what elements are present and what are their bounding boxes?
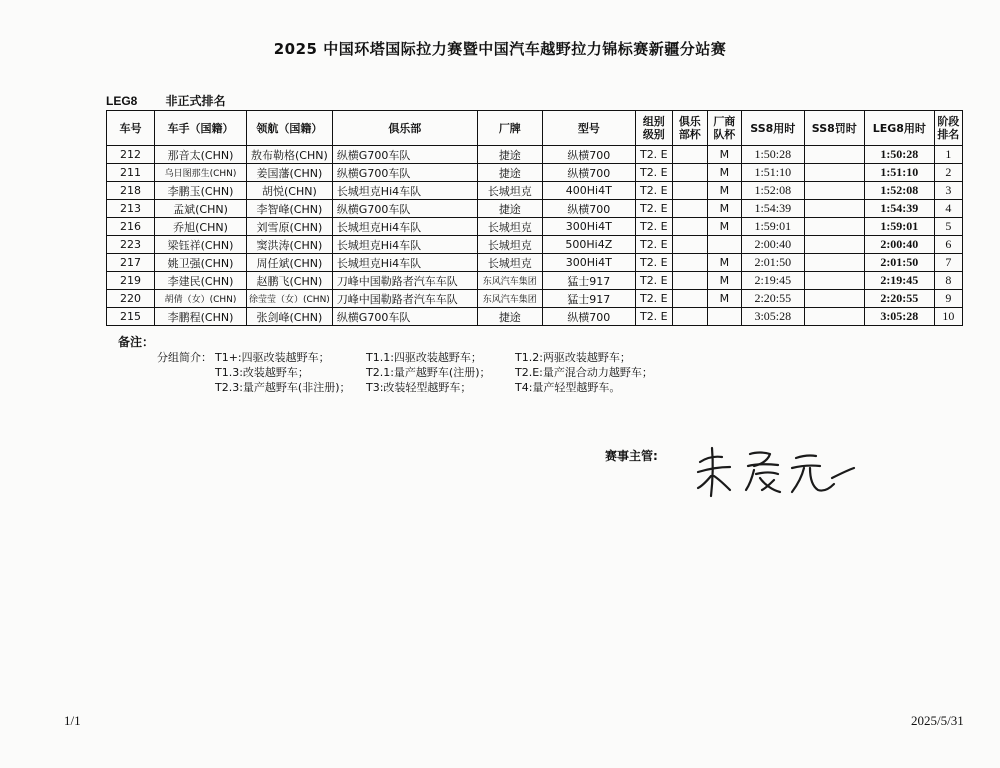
cell-leg8-time: 2:19:45	[864, 272, 934, 290]
cell-model: 300Hi4T	[542, 254, 635, 272]
cell-group: T2. E	[635, 146, 672, 164]
cell-ss8-penalty	[804, 272, 864, 290]
table-row	[107, 254, 963, 272]
cell-ss8-penalty	[804, 254, 864, 272]
cell-model: 纵横700	[542, 164, 635, 182]
cell-driver: 姚卫强(CHN)	[155, 254, 247, 272]
group-note-t2-1: T2.1:量产越野车(注册)；	[366, 366, 491, 379]
cell-no: 219	[107, 272, 155, 290]
cell-codriver: 赵鹏飞(CHN)	[247, 272, 333, 290]
table-row	[107, 290, 963, 308]
cell-club: 纵横G700车队	[332, 164, 477, 182]
group-note-t1-1: T1.1:四驱改装越野车；	[366, 351, 482, 364]
cell-rank: 9	[934, 290, 962, 308]
cell-model: 猛士917	[542, 290, 635, 308]
notes-title: 备注：	[118, 335, 155, 349]
cell-group: T2. E	[635, 236, 672, 254]
cell-no: 216	[107, 218, 155, 236]
cell-club: 纵横G700车队	[332, 308, 477, 326]
cell-group: T2. E	[635, 218, 672, 236]
cell-brand: 长城坦克	[477, 182, 542, 200]
table-header-row	[107, 111, 963, 146]
cell-leg8-time: 1:59:01	[864, 218, 934, 236]
table-row	[107, 236, 963, 254]
cell-ss8-time: 2:20:55	[741, 290, 804, 308]
cell-leg8-time: 2:20:55	[864, 290, 934, 308]
cell-brand: 捷途	[477, 308, 542, 326]
cell-driver: 李鹏玉(CHN)	[155, 182, 247, 200]
cell-rank: 5	[934, 218, 962, 236]
cell-group: T2. E	[635, 164, 672, 182]
col-header-model: 型号	[542, 111, 635, 146]
cell-no: 217	[107, 254, 155, 272]
cell-ss8-time: 1:51:10	[741, 164, 804, 182]
cell-club-cup	[672, 200, 707, 218]
table-row	[107, 200, 963, 218]
col-header-club-cup: 俱乐部杯	[672, 111, 707, 146]
page-number: 1/1	[64, 713, 81, 728]
cell-driver: 孟斌(CHN)	[155, 200, 247, 218]
cell-no: 218	[107, 182, 155, 200]
cell-driver: 李建民(CHN)	[155, 272, 247, 290]
cell-codriver: 徐莹莹（女）(CHN)	[247, 290, 333, 308]
ranking-type: 非正式排名	[165, 94, 226, 108]
cell-codriver: 姜国藩(CHN)	[247, 164, 333, 182]
cell-codriver: 李智峰(CHN)	[247, 200, 333, 218]
report-date: 2025/5/31	[911, 713, 964, 728]
cell-ss8-time: 1:52:08	[741, 182, 804, 200]
group-note-t1plus: T1+:四驱改装越野车；	[215, 351, 330, 364]
cell-brand: 长城坦克	[477, 236, 542, 254]
group-note-t2-e: T2.E:量产混合动力越野车；	[515, 366, 653, 379]
cell-club-cup	[672, 146, 707, 164]
cell-ss8-penalty	[804, 218, 864, 236]
cell-maker-cup: M	[707, 272, 741, 290]
cell-rank: 7	[934, 254, 962, 272]
col-header-driver: 车手（国籍）	[155, 111, 247, 146]
cell-ss8-penalty	[804, 146, 864, 164]
table-row	[107, 164, 963, 182]
cell-leg8-time: 1:54:39	[864, 200, 934, 218]
cell-club-cup	[672, 308, 707, 326]
cell-model: 300Hi4T	[542, 218, 635, 236]
cell-maker-cup: M	[707, 164, 741, 182]
cell-codriver: 窦洪涛(CHN)	[247, 236, 333, 254]
cell-rank: 2	[934, 164, 962, 182]
cell-no: 213	[107, 200, 155, 218]
table-row	[107, 272, 963, 290]
table-row	[107, 218, 963, 236]
cell-ss8-time: 2:00:40	[741, 236, 804, 254]
cell-club-cup	[672, 290, 707, 308]
cell-leg8-time: 1:50:28	[864, 146, 934, 164]
cell-brand: 长城坦克	[477, 218, 542, 236]
cell-rank: 3	[934, 182, 962, 200]
cell-rank: 1	[934, 146, 962, 164]
cell-ss8-penalty	[804, 236, 864, 254]
cell-codriver: 刘雪原(CHN)	[247, 218, 333, 236]
cell-maker-cup: M	[707, 200, 741, 218]
document-title: 2025 中国环塔国际拉力赛暨中国汽车越野拉力锦标赛新疆分站赛	[273, 40, 727, 58]
cell-driver: 梁钰祥(CHN)	[155, 236, 247, 254]
col-header-ss8-penalty: SS8罚时	[804, 111, 864, 146]
cell-club-cup	[672, 236, 707, 254]
director-label: 赛事主管:	[605, 449, 658, 463]
cell-brand: 东风汽车集团	[477, 272, 542, 290]
cell-brand: 捷途	[477, 146, 542, 164]
group-note-t1-3: T1.3:改装越野车；	[215, 366, 309, 379]
cell-maker-cup: M	[707, 290, 741, 308]
col-header-ss8-time: SS8用时	[741, 111, 804, 146]
cell-club: 纵横G700车队	[332, 146, 477, 164]
group-note-t3: T3:改装轻型越野车；	[366, 381, 472, 394]
results-table	[106, 110, 963, 326]
cell-no: 223	[107, 236, 155, 254]
cell-rank: 6	[934, 236, 962, 254]
cell-model: 猛士917	[542, 272, 635, 290]
cell-ss8-penalty	[804, 164, 864, 182]
cell-group: T2. E	[635, 308, 672, 326]
cell-model: 纵横700	[542, 146, 635, 164]
cell-driver: 乔旭(CHN)	[155, 218, 247, 236]
cell-group: T2. E	[635, 200, 672, 218]
cell-leg8-time: 1:51:10	[864, 164, 934, 182]
cell-club: 刀峰中国勒路者汽车车队	[332, 272, 477, 290]
cell-club: 长城坦克Hi4车队	[332, 182, 477, 200]
cell-ss8-time: 2:19:45	[741, 272, 804, 290]
groups-intro: 分组简介：	[157, 351, 212, 364]
cell-codriver: 胡悦(CHN)	[247, 182, 333, 200]
cell-club: 刀峰中国勒路者汽车车队	[332, 290, 477, 308]
cell-model: 纵横700	[542, 200, 635, 218]
col-header-rank: 阶段排名	[934, 111, 962, 146]
cell-club-cup	[672, 164, 707, 182]
col-header-group: 组别级别	[635, 111, 672, 146]
cell-rank: 8	[934, 272, 962, 290]
cell-codriver: 张剑峰(CHN)	[247, 308, 333, 326]
cell-club: 纵横G700车队	[332, 200, 477, 218]
cell-maker-cup	[707, 308, 741, 326]
cell-ss8-time: 1:59:01	[741, 218, 804, 236]
cell-codriver: 敖布勒格(CHN)	[247, 146, 333, 164]
cell-ss8-time: 1:54:39	[741, 200, 804, 218]
cell-maker-cup	[707, 236, 741, 254]
cell-ss8-time: 3:05:28	[741, 308, 804, 326]
cell-codriver: 周任斌(CHN)	[247, 254, 333, 272]
cell-driver: 那音太(CHN)	[155, 146, 247, 164]
cell-driver: 李鹏程(CHN)	[155, 308, 247, 326]
cell-ss8-penalty	[804, 290, 864, 308]
cell-no: 211	[107, 164, 155, 182]
cell-maker-cup: M	[707, 146, 741, 164]
cell-no: 220	[107, 290, 155, 308]
cell-brand: 东风汽车集团	[477, 290, 542, 308]
cell-brand: 捷途	[477, 200, 542, 218]
cell-club-cup	[672, 272, 707, 290]
group-note-t4: T4:量产轻型越野车。	[515, 381, 621, 394]
cell-ss8-time: 1:50:28	[741, 146, 804, 164]
cell-maker-cup: M	[707, 218, 741, 236]
cell-driver: 乌日图那生(CHN)	[155, 164, 247, 182]
cell-club-cup	[672, 254, 707, 272]
stage-line	[106, 92, 226, 109]
table-row	[107, 146, 963, 164]
cell-model: 500Hi4Z	[542, 236, 635, 254]
cell-leg8-time: 2:01:50	[864, 254, 934, 272]
cell-maker-cup: M	[707, 254, 741, 272]
cell-brand: 捷途	[477, 164, 542, 182]
cell-ss8-penalty	[804, 182, 864, 200]
table-row	[107, 182, 963, 200]
cell-model: 纵横700	[542, 308, 635, 326]
cell-ss8-penalty	[804, 200, 864, 218]
cell-maker-cup: M	[707, 182, 741, 200]
cell-rank: 4	[934, 200, 962, 218]
cell-leg8-time: 3:05:28	[864, 308, 934, 326]
stage-label: LEG8	[106, 94, 138, 108]
group-note-t2-3: T2.3:量产越野车(非注册)；	[215, 381, 351, 394]
cell-leg8-time: 2:00:40	[864, 236, 934, 254]
cell-group: T2. E	[635, 290, 672, 308]
cell-club: 长城坦克Hi4车队	[332, 236, 477, 254]
cell-brand: 长城坦克	[477, 254, 542, 272]
signature-image	[692, 440, 862, 510]
cell-no: 215	[107, 308, 155, 326]
cell-club-cup	[672, 218, 707, 236]
cell-rank: 10	[934, 308, 962, 326]
cell-club-cup	[672, 182, 707, 200]
col-header-no: 车号	[107, 111, 155, 146]
col-header-leg8-time: LEG8用时	[864, 111, 934, 146]
cell-no: 212	[107, 146, 155, 164]
cell-club: 长城坦克Hi4车队	[332, 254, 477, 272]
group-note-t1-2: T1.2:两驱改装越野车；	[515, 351, 631, 364]
cell-ss8-time: 2:01:50	[741, 254, 804, 272]
cell-driver: 胡倩（女）(CHN)	[155, 290, 247, 308]
cell-model: 400Hi4T	[542, 182, 635, 200]
cell-group: T2. E	[635, 254, 672, 272]
col-header-codriver: 领航（国籍）	[247, 111, 333, 146]
cell-group: T2. E	[635, 272, 672, 290]
cell-ss8-penalty	[804, 308, 864, 326]
col-header-maker-cup: 厂商队杯	[707, 111, 741, 146]
col-header-brand: 厂牌	[477, 111, 542, 146]
table-row	[107, 308, 963, 326]
col-header-club: 俱乐部	[332, 111, 477, 146]
cell-club: 长城坦克Hi4车队	[332, 218, 477, 236]
cell-group: T2. E	[635, 182, 672, 200]
cell-leg8-time: 1:52:08	[864, 182, 934, 200]
